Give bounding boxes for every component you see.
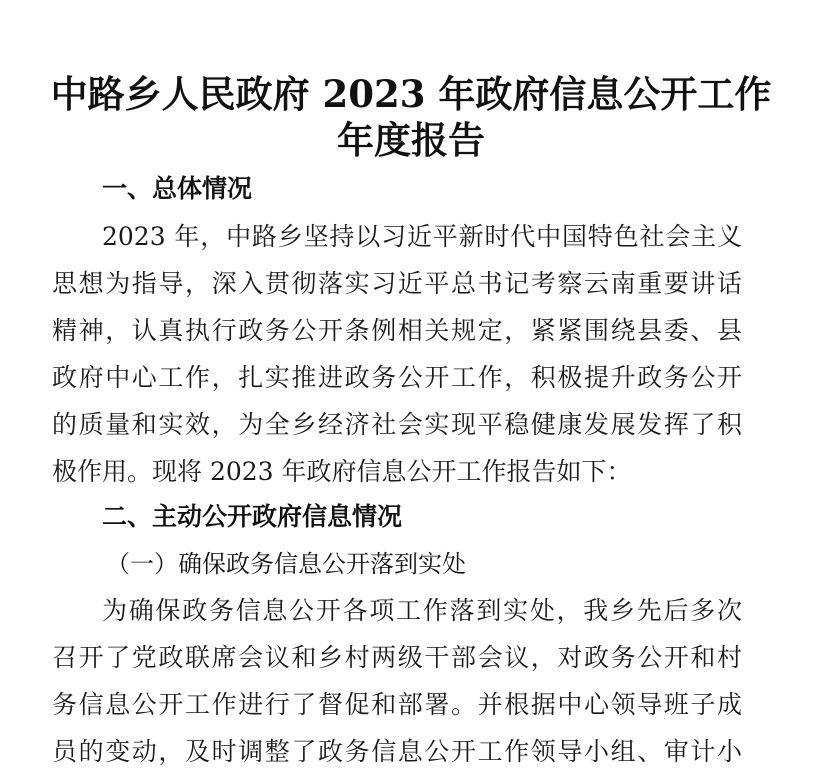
section-heading-proactive-disclosure: 二、主动公开政府信息情况	[102, 502, 403, 531]
subsection-heading: （一）确保政务信息公开落到实处	[106, 550, 466, 578]
paragraph-line: 的质量和实效，为全乡经济社会实现平稳健康发展发挥了积	[52, 410, 742, 439]
paragraph-line: 员的变动，及时调整了政务信息公开工作领导小组、审计小	[52, 737, 742, 766]
document-title-line-2: 年度报告	[337, 118, 485, 162]
paragraph-line: 召开了党政联席会议和乡村两级干部会议，对政务公开和村	[52, 643, 742, 672]
paragraph-line: 为确保政务信息公开各项工作落到实处，我乡先后多次	[102, 596, 742, 625]
paragraph-line: 思想为指导，深入贯彻落实习近平总书记考察云南重要讲话	[52, 269, 742, 298]
paragraph-line: 务信息公开工作进行了督促和部署。并根据中心领导班子成	[52, 690, 742, 719]
section-heading-overview: 一、总体情况	[102, 174, 253, 203]
paragraph-line: 极作用。现将 2023 年政府信息公开工作报告如下：	[52, 457, 632, 486]
paragraph-line: 2023 年，中路乡坚持以习近平新时代中国特色社会主义	[102, 222, 742, 251]
paragraph-line: 精神，认真执行政务公开条例相关规定，紧紧围绕县委、县	[52, 316, 742, 345]
paragraph-line: 政府中心工作，扎实推进政务公开工作，积极提升政务公开	[52, 363, 742, 392]
document-title-line-1: 中路乡人民政府 2023 年政府信息公开工作	[50, 72, 772, 116]
